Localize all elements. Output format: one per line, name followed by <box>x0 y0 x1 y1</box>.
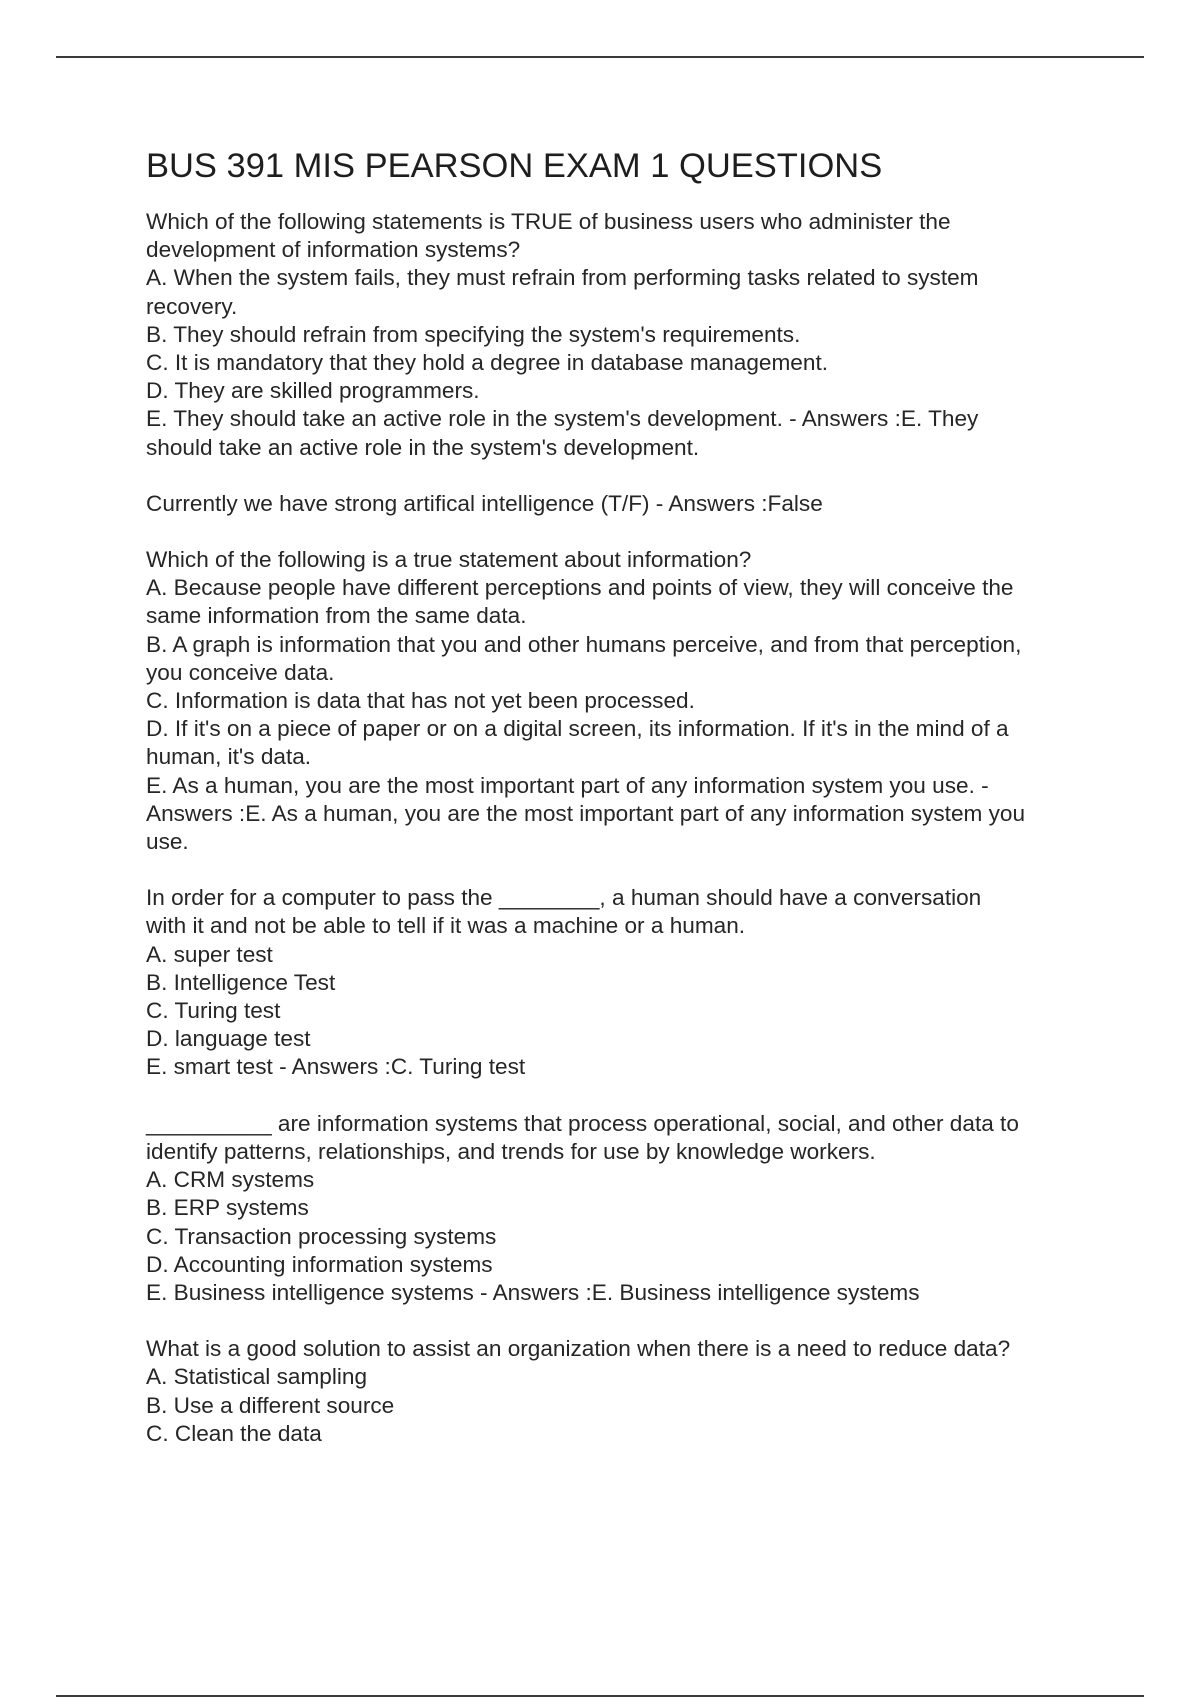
option-line: D. If it's on a piece of paper or on a digital screen, its information. If it's in the mind of a <box>146 716 1009 742</box>
option-line: B. A graph is information that you and other humans perceive, and from that perception, <box>146 631 1022 657</box>
option-line: C. Transaction processing systems <box>146 1223 497 1249</box>
option-line: D. language test <box>146 1026 311 1052</box>
option-line: you conceive data. <box>146 659 335 685</box>
option-line: C. Clean the data <box>146 1420 322 1446</box>
option-line: human, it's data. <box>146 744 312 770</box>
option-line: B. ERP systems <box>146 1195 309 1221</box>
question-line: Which of the following is a true statement about information? <box>146 547 752 573</box>
option-line: same information from the same data. <box>146 603 527 629</box>
option-line: C. It is mandatory that they hold a degree in database management. <box>146 350 828 376</box>
option-line: B. Intelligence Test <box>146 969 336 995</box>
answer-line: E. As a human, you are the most important part of any information system you use. - <box>146 772 989 798</box>
question-block-3 <box>146 546 1106 856</box>
answer-line: E. smart test - Answers :C. Turing test <box>146 1054 526 1080</box>
option-line: D. Accounting information systems <box>146 1251 493 1277</box>
question-line: identify patterns, relationships, and trends for use by knowledge workers. <box>146 1138 876 1164</box>
question-block-6 <box>146 1335 1106 1448</box>
document-title: BUS 391 MIS PEARSON EXAM 1 QUESTIONS <box>146 147 883 185</box>
option-line: recovery. <box>146 293 238 319</box>
question-line: In order for a computer to pass the ________, a human should have a conversation <box>146 885 982 911</box>
question-line: __________ are information systems that process operational, social, and other data to <box>146 1110 1019 1136</box>
question-line: development of information systems? <box>146 237 521 263</box>
question-block-4 <box>146 884 1106 1081</box>
option-line: A. super test <box>146 941 273 967</box>
answer-line: E. They should take an active role in the system's development. - Answers :E. They <box>146 406 979 432</box>
option-line: D. They are skilled programmers. <box>146 378 480 404</box>
answer-line: should take an active role in the system's development. <box>146 434 700 460</box>
question-block-1 <box>146 208 1106 462</box>
header-rule <box>56 56 1144 58</box>
question-line: with it and not be able to tell if it was a machine or a human. <box>146 913 746 939</box>
option-line: A. When the system fails, they must refrain from performing tasks related to system <box>146 265 979 291</box>
answer-line: use. <box>146 829 189 855</box>
question-line: Which of the following statements is TRUE of business users who administer the <box>146 209 951 234</box>
answer-line: Currently we have strong artifical intelligence (T/F) - Answers :False <box>146 490 823 516</box>
option-line: C. Turing test <box>146 998 281 1024</box>
footer-rule <box>56 1695 1144 1697</box>
option-line: A. Statistical sampling <box>146 1364 368 1390</box>
question-line: What is a good solution to assist an organization when there is a need to reduce data? <box>146 1336 1011 1362</box>
option-line: A. CRM systems <box>146 1167 315 1193</box>
question-block-5 <box>146 1110 1106 1307</box>
question-block-2 <box>146 490 1106 518</box>
option-line: A. Because people have different perceptions and points of view, they will conceive the <box>146 575 1014 601</box>
option-line: C. Information is data that has not yet been processed. <box>146 688 695 714</box>
answer-line: Answers :E. As a human, you are the most important part of any information system you <box>146 800 1026 826</box>
option-line: B. They should refrain from specifying the system's requirements. <box>146 321 801 347</box>
answer-line: E. Business intelligence systems - Answers :E. Business intelligence systems <box>146 1279 920 1305</box>
option-line: B. Use a different source <box>146 1392 395 1418</box>
document-body <box>146 142 1106 1476</box>
